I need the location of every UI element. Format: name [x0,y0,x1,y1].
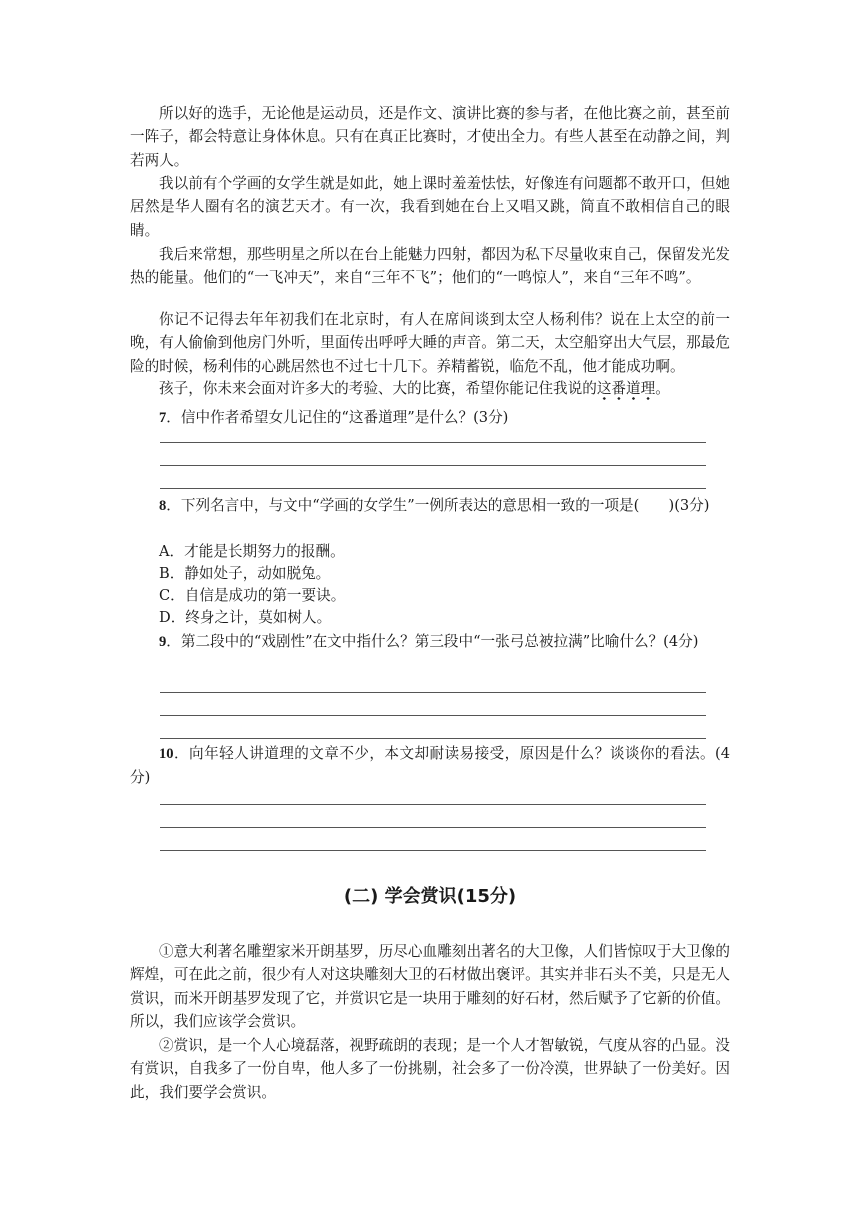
paragraph-5-end: 。 [655,380,670,397]
paragraph-3: 我后来常想，那些明星之所以在台上能魅力四射，都因为私下尽量收束自己，保留发光发热的能量。他们的“一飞冲天”，来自“三年不飞”；他们的“一鸣惊人”，来自“三年不鸣”。 [130,246,730,287]
option-a: A．才能是长期努力的报酬。 [159,543,345,560]
option-d: D．终身之计，莫如树人。 [159,609,332,626]
paragraph-4: 你记不记得去年年初我们在北京时，有人在席间谈到太空人杨利伟？说在上太空的前一晚，有人偷偷到他房门外听，里面传出呼呼大睡的声音。第二天，太空船穿出大气层，那最危险的时候，杨利伟的心跳居然也不过七十几下。养精蓄锐，临危不乱，他才能成功啊。 [130,311,730,375]
question-10-text: ．向年轻人讲道理的文章不少，本文却耐读易接受，原因是什么？谈谈你的看法。(4分) [130,745,730,787]
question-7-text: ．信中作者希望女儿记住的“这番道理”是什么？(3分) [166,409,509,426]
answer-line[interactable] [160,850,706,851]
section-paragraph-2: ②赏识，是一个人心境磊落，视野疏朗的表现；是一个人才智敏锐，气度从容的凸显。没有赏识，自我多了一份自卑，他人多了一份挑剔，社会多了一份冷漠，世界缺了一份美好。因此，我们要学会赏识。 [130,1037,730,1101]
section-paragraph-1: ①意大利著名雕塑家米开朗基罗，历尽心血雕刻出著名的大卫像，人们皆惊叹于大卫像的辉煌，可在此之前，很少有人对这块雕刻大卫的石材做出褒评。其实并非石头不美，只是无人赏识，而米开朗基罗发现了它，并赏识它是一块用于雕刻的好石材，然后赋予了它新的价值。所以，我们应该学会赏识。 [130,943,730,1031]
answer-line[interactable] [160,715,706,716]
answer-line[interactable] [160,738,706,739]
question-7 [130,406,730,430]
paragraph-5 [130,377,730,400]
answer-line[interactable] [160,442,706,443]
question-10 [130,742,730,790]
section-title: (二) 学会赏识(15分) [343,886,517,907]
question-7-number: 7 [159,410,167,426]
question-9 [130,630,730,654]
paragraph-5-text: 孩子，你未来会面对许多大的考验、大的比赛，希望你能记住我说的 [159,380,597,397]
question-10-number: 10 [159,746,174,762]
answer-line[interactable] [160,692,706,693]
option-b: B．静如处子，动如脱兔。 [159,565,331,582]
answer-line[interactable] [160,827,706,828]
question-8-number: 8 [159,498,167,514]
option-c: C．自信是成功的第一要诀。 [159,587,346,604]
question-9-number: 9 [159,634,167,650]
answer-line[interactable] [160,488,706,489]
answer-line[interactable] [160,465,706,466]
paragraph-2: 我以前有个学画的女学生就是如此，她上课时羞羞怯怯，好像连有问题都不敢开口，但她居然是华人圈有名的演艺天才。有一次，我看到她在台上又唱又跳，简直不敢相信自己的眼睛。 [130,175,730,239]
question-9-text: ．第二段中的“戏剧性”在文中指什么？第三段中“一张弓总被拉满”比喻什么？(4分) [166,633,699,650]
question-8 [130,494,730,518]
answer-line[interactable] [160,804,706,805]
question-8-text: ．下列名言中，与文中“学画的女学生”一例所表达的意思相一致的一项是( )(3分) [166,497,710,514]
emphasized-phrase: 这番道理 [597,380,655,401]
paragraph-1: 所以好的选手，无论他是运动员，还是作文、演讲比赛的参与者，在他比赛之前，甚至前一阵子，都会特意让身体休息。只有在真正比赛时，才使出全力。有些人甚至在动静之间，判若两人。 [130,105,730,169]
